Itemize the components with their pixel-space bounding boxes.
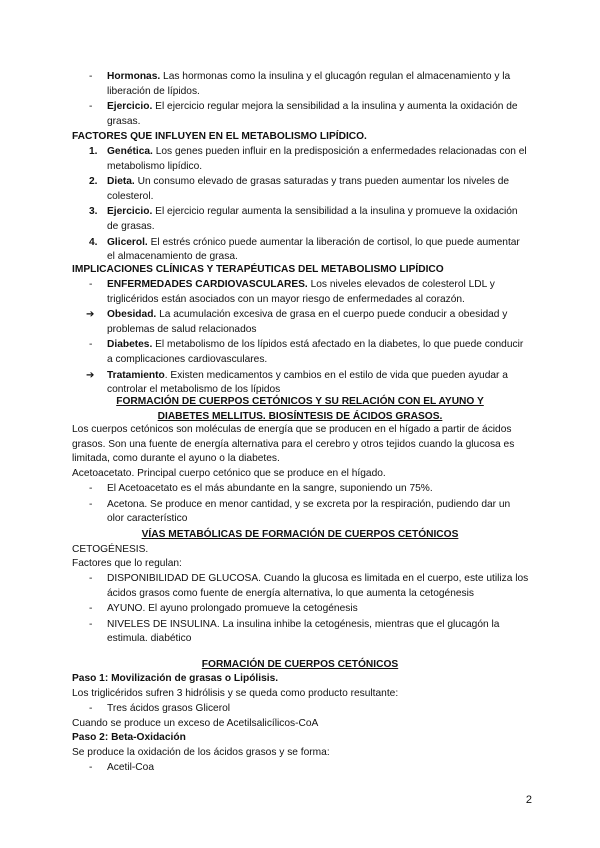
item-bold-label: Obesidad. <box>107 309 157 321</box>
step2-heading: Paso 2: Beta-Oxidación <box>72 732 186 743</box>
item-text: Tres ácidos grasos Glicerol <box>107 703 231 714</box>
bullet-dash: - <box>89 703 93 714</box>
item-bold-label: ENFERMEDADES CARDIOVASCULARES. <box>107 279 308 290</box>
list-item <box>0 602 600 617</box>
item-number: 2. <box>89 176 98 188</box>
bullet-dash: - <box>89 71 93 82</box>
list-item <box>0 308 600 337</box>
list-item <box>0 498 600 527</box>
step1-heading: Paso 1: Movilización de grasas o Lipólisis. <box>72 673 279 684</box>
list-item <box>0 369 600 398</box>
item-text: El Acetoacetato es el más abundante en la sangre, suponiendo un 75%. <box>107 483 433 494</box>
pathways-title: VÍAS METABÓLICAS DE FORMACIÓN DE CUERPOS CETÓNICOS <box>141 529 459 540</box>
keto-list <box>0 482 600 527</box>
item-number: 1. <box>89 146 98 157</box>
bullet-arrow-icon: ➔ <box>86 309 95 321</box>
item-text: Acetil-Coa <box>107 762 154 773</box>
page-number: 2 <box>525 794 532 807</box>
regulate-list <box>0 572 600 647</box>
item-text: Acetona. Se produce en menor cantidad, y se excreta por la respiración, pudiendo dar un olor característico <box>107 498 511 525</box>
item-text: NIVELES DE INSULINA. La insulina inhibe la cetogénesis, mientras que el glucagón la estimula. diabético <box>107 618 500 645</box>
list-item <box>0 278 600 307</box>
bullet-dash: - <box>89 573 93 584</box>
item-bold-label: Diabetes. <box>107 339 153 351</box>
item-bold-label: Glicerol. <box>107 236 148 248</box>
factors-list <box>0 145 600 265</box>
list-item <box>0 70 600 99</box>
item-number: 4. <box>89 236 98 248</box>
numbered-item <box>0 145 600 174</box>
numbered-item <box>0 175 600 204</box>
formation-title: FORMACIÓN DE CUERPOS CETÓNICOS Y SU RELACIÓN CON EL AYUNO Y DIABETES MELLITUS. BIOSÍNTESIS DE ÁCIDOS GRASOS. <box>116 396 484 422</box>
item-text: . Existen medicamentos y cambios en el estilo de vida que pueden ayudar a controlar el metabolismo de los lípidos <box>107 369 508 396</box>
step1-text: Los triglicéridos sufren 3 hidrólisis y se queda como producto resultante: <box>72 688 399 699</box>
bullet-dash: - <box>89 279 93 290</box>
list-item <box>0 572 600 601</box>
bullet-dash: - <box>89 498 93 510</box>
list-item <box>0 618 600 647</box>
item-bold-label: Ejercicio. <box>107 101 153 113</box>
bullet-arrow-icon: ➔ <box>86 369 95 381</box>
item-text: Un consumo elevado de grasas saturadas y trans pueden aumentar los niveles de colesterol. <box>107 176 510 202</box>
factors-regulate-label: Factores que lo regulan: <box>72 558 182 569</box>
item-text: AYUNO. El ayuno prolongado promueve la cetogénesis <box>107 603 358 615</box>
list-item <box>0 482 600 497</box>
list-item <box>0 761 600 776</box>
item-bold-label: Hormonas. <box>107 71 161 82</box>
bullet-dash: - <box>89 101 93 113</box>
item-text: El ejercicio regular mejora la sensibilidad a la insulina y aumenta la oxidación de grasas. <box>107 101 518 127</box>
list-item <box>0 702 600 717</box>
item-bold-label: Genética. <box>107 146 153 157</box>
intro-list <box>0 70 600 129</box>
numbered-item <box>0 236 600 265</box>
bullet-dash: - <box>89 339 93 351</box>
acetoacetato-line: Acetoacetato. Principal cuerpo cetónico que se produce en el hígado. <box>72 468 386 479</box>
bullet-dash: - <box>89 603 93 615</box>
item-text: Los niveles elevados de colesterol LDL y triglicéridos están asociados con un mayor riesgo de enfermedades al corazón. <box>107 279 495 305</box>
item-text: El estrés crónico puede aumentar la liberación de cortisol, lo que puede aumentar el almacenamiento de grasa. <box>107 236 520 263</box>
item-bold-label: Tratamiento <box>107 369 165 381</box>
factors-heading: FACTORES QUE INFLUYEN EN EL METABOLISMO LIPÍDICO. <box>72 131 367 142</box>
bullet-dash: - <box>89 762 93 773</box>
list-item <box>0 338 600 367</box>
item-text: Los genes pueden influir en la predisposición a enfermedades relacionadas con el metabolismo lipídico. <box>107 146 527 172</box>
item-text: Las hormonas como la insulina y el glucagón regulan el almacenamiento y la liberación de lípidos. <box>107 71 511 97</box>
item-text: DISPONIBILIDAD DE GLUCOSA. Cuando la glucosa es limitada en el cuerpo, este utiliza los ácidos grasos como fuente de energía alternativa, lo que aumenta la cetogénesis <box>107 573 529 599</box>
item-bold-label: Dieta. <box>107 176 135 188</box>
item-text: El metabolismo de los lípidos está afectado en la diabetes, lo que puede conducir a complicaciones cardiovasculares. <box>107 339 524 365</box>
list-item <box>0 100 600 129</box>
item-bold-label: Ejercicio. <box>107 206 153 218</box>
item-number: 3. <box>89 206 98 218</box>
step1-after: Cuando se produce un exceso de Acetilsalicílicos-CoA <box>72 718 319 729</box>
item-text: El ejercicio regular aumenta la sensibilidad a la insulina y promueve la oxidación de grasas. <box>107 206 518 232</box>
step2-text: Se produce la oxidación de los ácidos grasos y se forma: <box>72 747 330 758</box>
implications-list <box>0 278 600 398</box>
formation-bodies-title: FORMACIÓN DE CUERPOS CETÓNICOS <box>201 659 399 670</box>
implications-heading: IMPLICACIONES CLÍNICAS Y TERAPÉUTICAS DEL METABOLISMO LIPÍDICO <box>72 264 444 275</box>
cetogenesis-label: CETOGÉNESIS. <box>72 544 149 555</box>
step2-list <box>0 761 600 776</box>
item-text: La acumulación excesiva de grasa en el cuerpo puede conducir a obesidad y problemas de salud relacionados <box>107 309 508 335</box>
bullet-dash: - <box>89 618 93 630</box>
formation-paragraph: Los cuerpos cetónicos son moléculas de energía que se producen en el hígado a partir de ácidos grasos. Son una fuente de energía alternativa para el cerebro y otros tejidos cuando la glucosa es limitada, como durante el ayuno o la diabetes. <box>72 424 515 465</box>
bullet-dash: - <box>89 483 93 494</box>
step1-list <box>0 702 600 717</box>
numbered-item <box>0 205 600 234</box>
